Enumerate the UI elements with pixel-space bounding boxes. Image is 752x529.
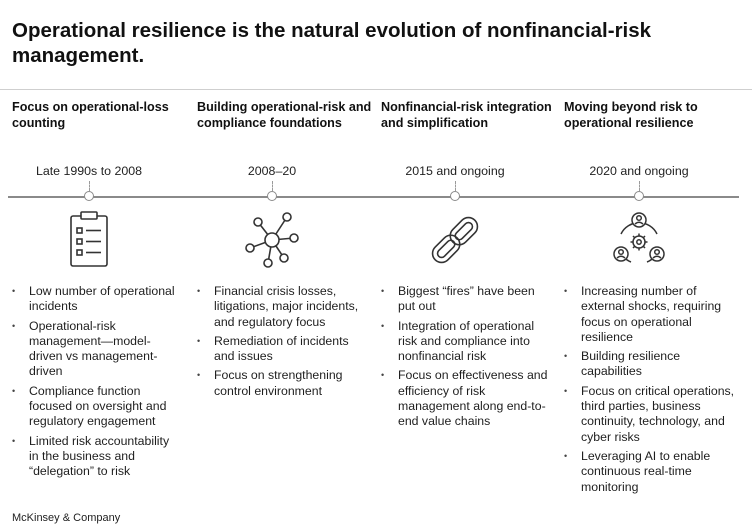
list-item: • Biggest “fires” have been put out [381,284,551,315]
stage-4-date: 2020 and ongoing [589,164,689,178]
stage-4-marker [634,191,644,201]
list-item: • Integration of operational risk and compliance into nonfinancial risk [381,319,551,365]
list-item: • Building resilience capabilities [564,349,736,380]
page-title: Operational resilience is the natural evolution of nonfinancial-risk management. [12,19,652,67]
list-item: • Compliance function focused on oversight and regulatory engagement [12,384,182,430]
title-divider [0,89,752,90]
stage-2-title: Building operational-risk and compliance foundations [197,100,372,130]
list-item: • Low number of operational incidents [12,284,182,315]
stage-1-date: Late 1990s to 2008 [35,164,143,178]
list-item: • Financial crisis losses, litigations, major incidents, and regulatory focus [197,284,367,330]
timeline-axis [8,196,739,198]
list-item: • Leveraging AI to enable continuous real-time monitoring [564,449,736,495]
list-item: • Focus on strengthening control environment [197,368,367,399]
list-item: • Focus on critical operations, third parties, business continuity, technology, and cyber risks [564,384,736,445]
stage-3-date: 2015 and ongoing [405,164,505,178]
stage-4-title: Moving beyond risk to operational resilience [564,100,698,130]
stage-1-marker [84,191,94,201]
network-hub-icon [240,208,304,272]
stage-3-title: Nonfinancial-risk integration and simplification [381,100,552,130]
stage-4-connector [639,181,640,191]
stage-1-bullets [12,284,182,484]
chain-link-icon [423,208,487,272]
stage-1-title: Focus on operational-loss counting [12,100,169,130]
list-item: • Focus on effectiveness and efficiency of risk management along end-to-end value chains [381,368,551,429]
people-gear-cycle-icon [607,208,671,272]
stage-3-marker [450,191,460,201]
list-item: • Remediation of incidents and issues [197,334,367,365]
stage-2-marker [267,191,277,201]
stage-4-bullets [564,284,736,499]
stage-2-date: 2008–20 [247,164,297,178]
checklist-icon [57,208,121,272]
list-item: • Operational-risk management—model-driven vs management-driven [12,319,182,380]
stage-1-connector [89,181,90,191]
list-item: • Limited risk accountability in the business and “delegation” to risk [12,434,182,480]
list-item: • Increasing number of external shocks, requiring focus on operational resilience [564,284,736,345]
stage-2-bullets [197,284,367,403]
stage-3-bullets [381,284,551,434]
stage-2-connector [272,181,273,191]
stage-3-connector [455,181,456,191]
footer-source: McKinsey & Company [12,512,121,524]
